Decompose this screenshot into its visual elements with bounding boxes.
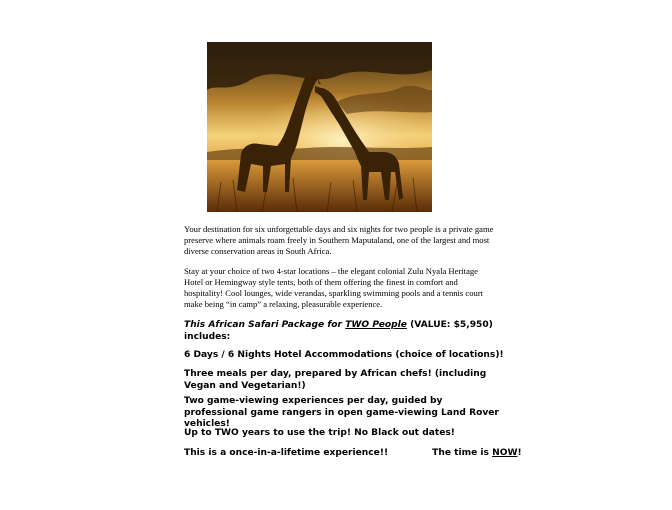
closing-right-suffix: !: [517, 448, 522, 458]
closing-left: This is a once-in-a-lifetime experience!!: [184, 448, 389, 458]
closing-right-prefix: The time is: [432, 448, 493, 458]
package-suffix: includes:: [184, 331, 231, 342]
item-meals: Three meals per day, prepared by African chefs! (including Vegan and Vegetarian!): [184, 369, 487, 391]
closing-now: NOW: [492, 448, 518, 458]
package-value: (VALUE: $5,950): [406, 320, 493, 330]
item-years: Up to TWO years to use the trip! No Black out dates!: [184, 428, 455, 438]
stay-paragraph: Stay at your choice of two 4-star locations – the elegant colonial Zulu Nyala Heritage Hotel or Hemingway style tents, both of them offering the finest in comfort and hospitality! Cool lounges, wide verandas, sparkling swimming pools and a tennis court make being “in camp” a relaxing, pleasurable experience.: [184, 266, 484, 309]
closing-line: [184, 448, 524, 460]
item-hotel: 6 Days / 6 Nights Hotel Accommodations (choice of locations)!: [184, 350, 504, 360]
package-heading: [184, 320, 504, 343]
package-prefix: This African Safari Package for: [184, 320, 346, 330]
giraffe-photo: [207, 42, 432, 212]
package-people: TWO People: [345, 320, 407, 330]
intro-paragraph: Your destination for six unforgettable days and six nights for two people is a private game preserve where animals roam freely in Southern Maputaland, one of the largest and most diverse conservation areas in South Africa.: [184, 224, 494, 256]
item-game: Two game-viewing experiences per day, guided by professional game rangers in open game-viewing Land Rover vehicles!: [184, 396, 499, 429]
